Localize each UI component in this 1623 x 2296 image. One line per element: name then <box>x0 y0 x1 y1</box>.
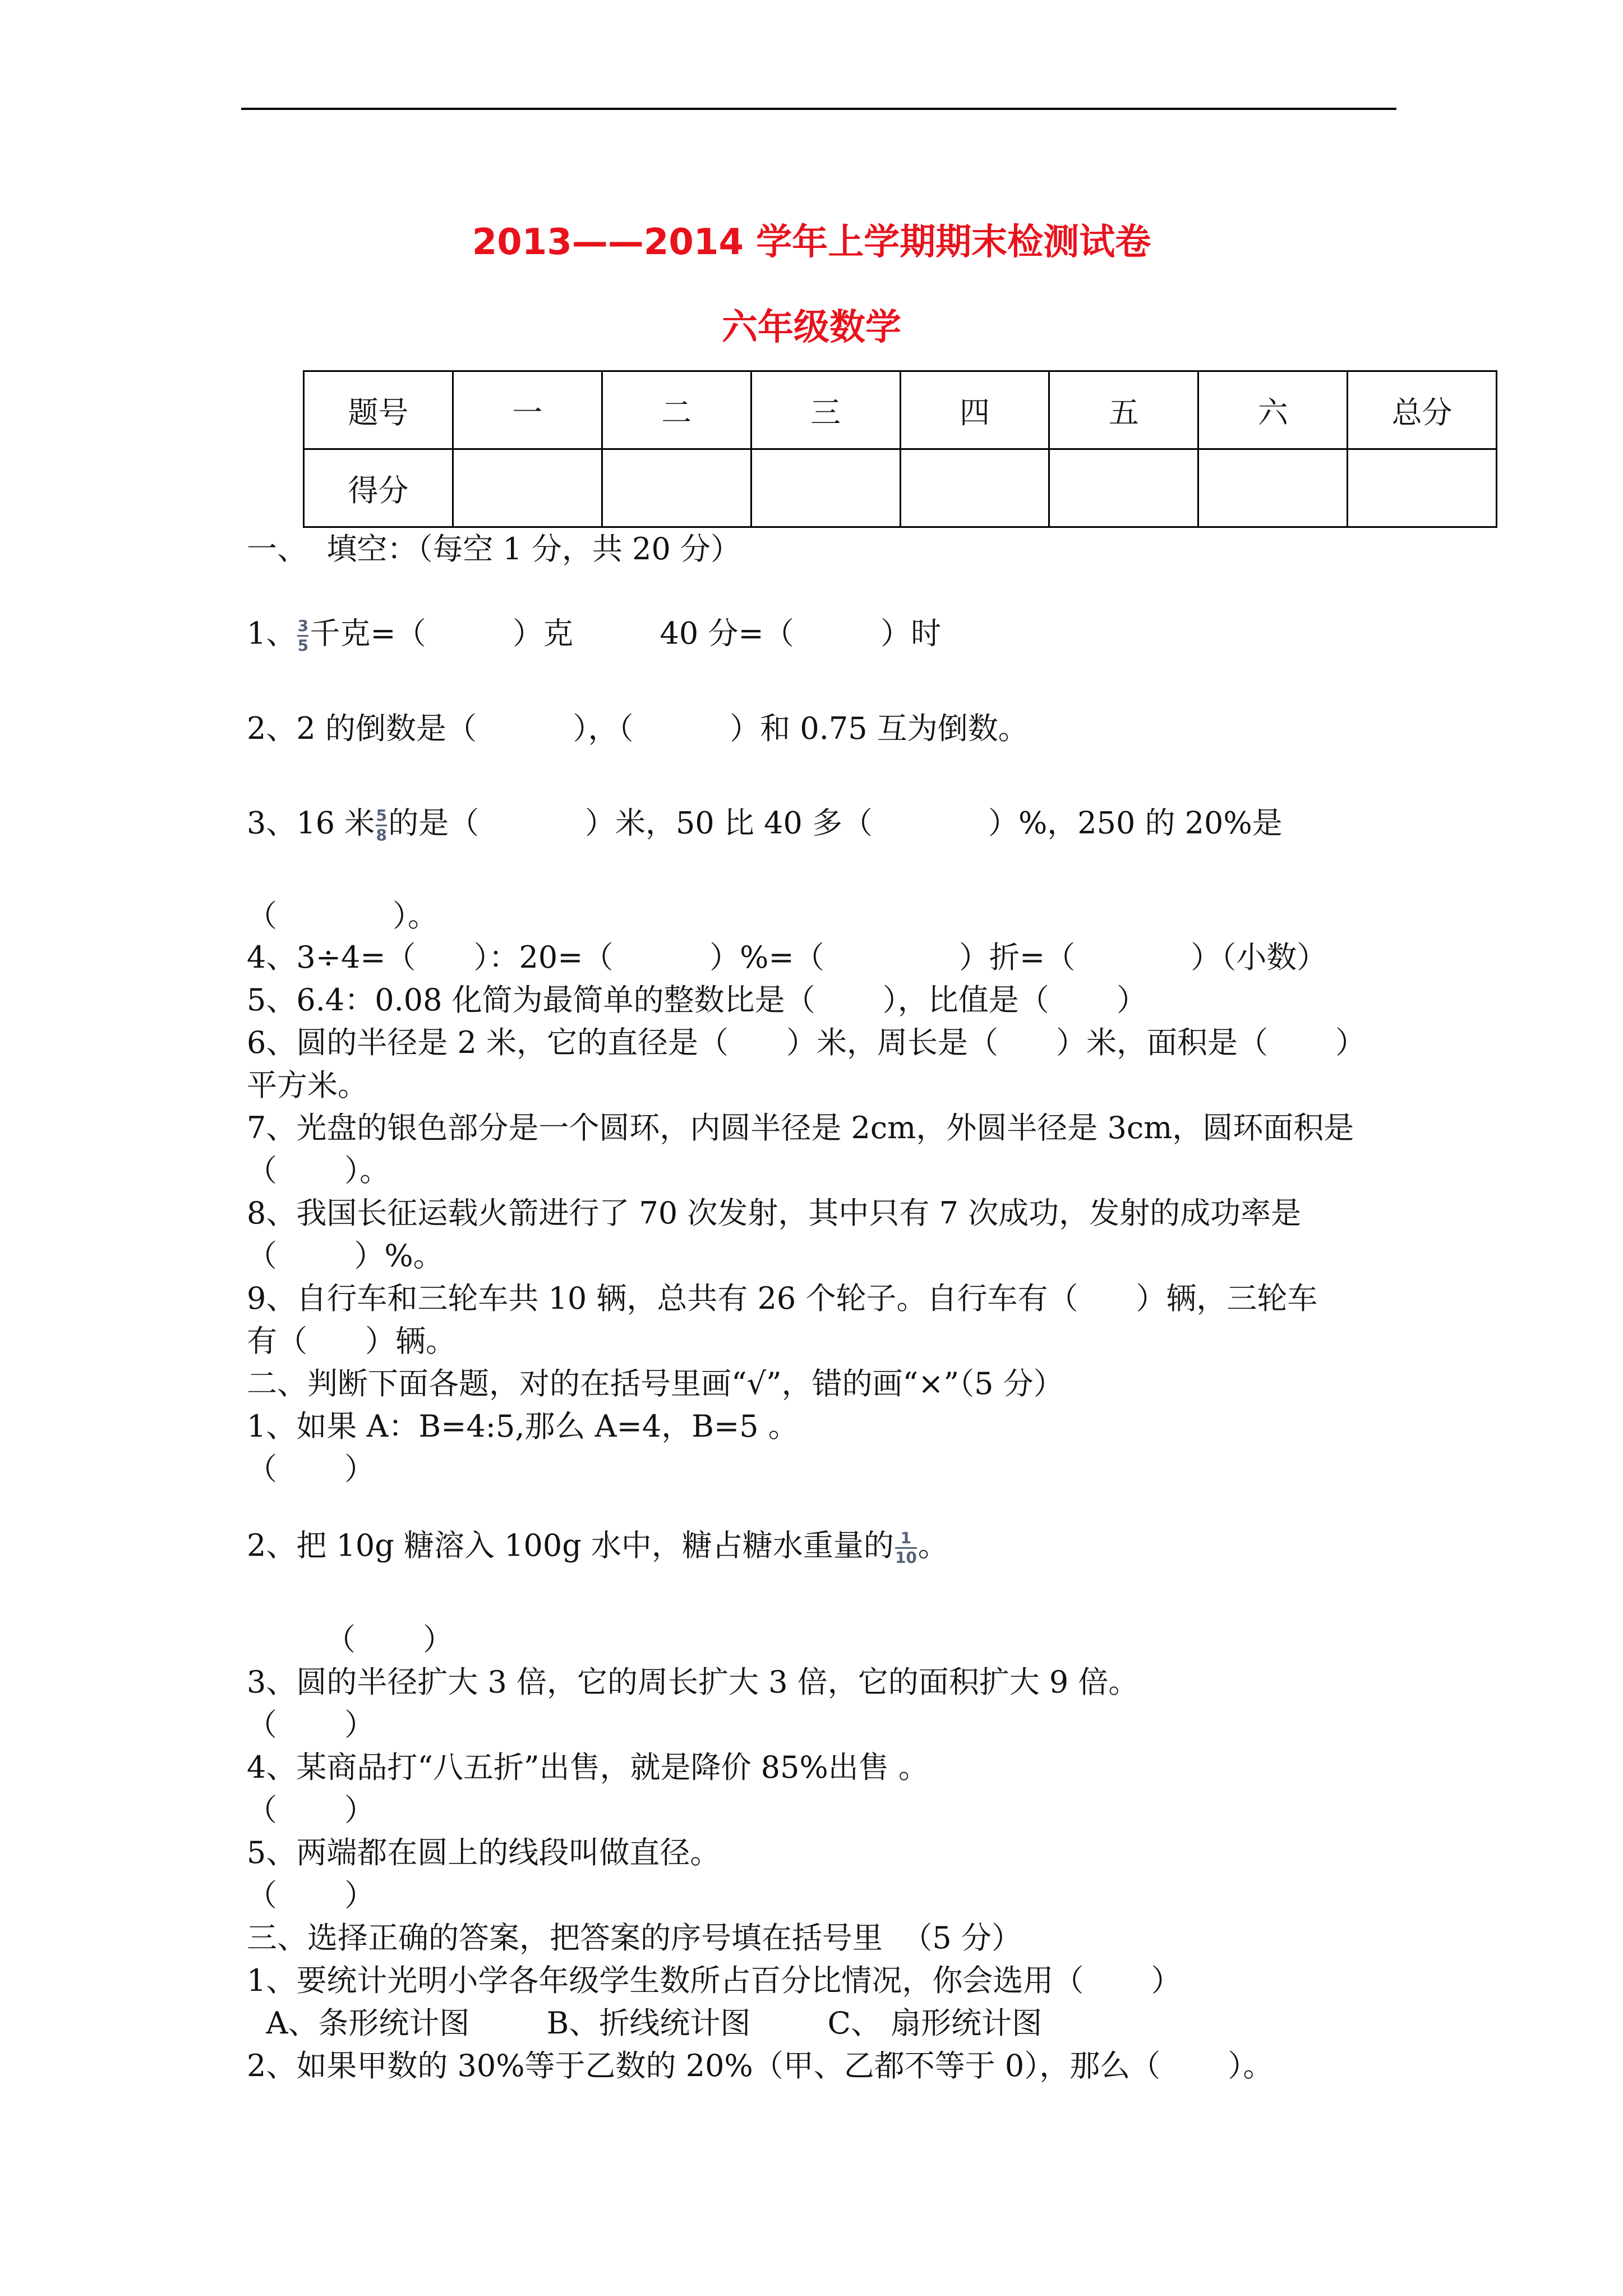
top-rule <box>241 108 1396 110</box>
score-cell-blank[interactable] <box>1348 449 1497 527</box>
score-cell-header: 四 <box>900 371 1049 449</box>
score-table-score-row <box>304 449 1497 527</box>
exam-subtitle: 六年级数学 <box>722 307 901 348</box>
question-text: 。 <box>917 1527 948 1563</box>
judge-1-answer: （ ） <box>247 1451 375 1487</box>
score-cell-header: 三 <box>751 371 900 449</box>
section-2-heading: 二、判断下面各题，对的在括号里画“√”，错的画“×”（5 分） <box>247 1366 1064 1401</box>
score-table-header-row <box>304 371 1497 449</box>
fraction-denominator: 5 <box>297 636 309 655</box>
question-text: 千克=（ ）克 40 分=（ ）时 <box>310 615 942 651</box>
judge-4-answer: （ ） <box>247 1792 375 1828</box>
question-6: 6、圆的半径是 2 米，它的直径是（ ）米，周长是（ ）米，面积是（ ） <box>247 1025 1366 1060</box>
fraction-3-5 <box>297 618 308 654</box>
section-1-heading: 一、 填空：（每空 1 分，共 20 分） <box>247 531 741 567</box>
score-table <box>303 370 1497 528</box>
fraction-numerator: 3 <box>297 616 309 635</box>
judge-3: 3、圆的半径扩大 3 倍，它的周长扩大 3 倍，它的面积扩大 9 倍。 <box>247 1664 1139 1700</box>
judge-1: 1、如果 A：B=4:5,那么 A=4，B=5 。 <box>247 1409 799 1444</box>
judge-2-answer: （ ） <box>325 1622 454 1657</box>
question-6-continued: 平方米。 <box>247 1068 368 1103</box>
score-cell-blank[interactable] <box>900 449 1049 527</box>
score-cell-header: 二 <box>602 371 751 449</box>
score-cell-header: 题号 <box>304 371 453 449</box>
fraction-5-8 <box>376 808 387 843</box>
question-9-continued: 有（ ）辆。 <box>247 1323 456 1359</box>
question-4: 4、3÷4=（ ）：20=（ ）%=（ ）折=（ ）（小数） <box>247 940 1327 975</box>
question-7-continued: （ ）。 <box>247 1153 390 1188</box>
question-8-continued: （ ）%。 <box>247 1238 444 1273</box>
question-7: 7、光盘的银色部分是一个圆环，内圆半径是 2cm，外圆半径是 3cm，圆环面积是 <box>247 1110 1354 1145</box>
judge-2 <box>247 1527 948 1567</box>
question-3 <box>247 805 1283 844</box>
fraction-numerator: 1 <box>900 1529 912 1547</box>
judge-5: 5、两端都在圆上的线段叫做直径。 <box>247 1835 721 1870</box>
fraction-1-10 <box>895 1530 917 1566</box>
question-1 <box>247 615 942 655</box>
question-3-continued: （ ）。 <box>247 898 438 933</box>
score-cell-header: 五 <box>1049 371 1198 449</box>
score-cell-header: 一 <box>453 371 602 449</box>
question-text: 2、把 10g 糖溶入 100g 水中，糖占糖水重量的 <box>247 1527 894 1563</box>
choice-2: 2、如果甲数的 30%等于乙数的 20%（甲、乙都不等于 0），那么（ ）。 <box>247 2048 1274 2083</box>
choice-1-options: A、条形统计图 B、折线统计图 C、 扇形统计图 <box>247 2005 1043 2041</box>
question-text: 3、16 米 <box>247 805 375 841</box>
question-8: 8、我国长征运载火箭进行了 70 次发射，其中只有 7 次成功，发射的成功率是 <box>247 1195 1302 1231</box>
question-number: 1、 <box>247 615 297 651</box>
score-cell-header: 六 <box>1198 371 1348 449</box>
score-cell-blank[interactable] <box>1049 449 1198 527</box>
question-text: 的是（ ）米，50 比 40 多（ ）%，250 的 20%是 <box>388 805 1283 841</box>
judge-5-answer: （ ） <box>247 1878 375 1913</box>
score-cell-blank[interactable] <box>602 449 751 527</box>
question-9: 9、自行车和三轮车共 10 辆，总共有 26 个轮子。自行车有（ ）辆，三轮车 <box>247 1281 1318 1316</box>
score-cell-label: 得分 <box>304 449 453 527</box>
score-cell-header: 总分 <box>1348 371 1497 449</box>
question-5: 5、6.4：0.08 化简为最简单的整数比是（ ），比值是（ ） <box>247 982 1147 1018</box>
score-cell-blank[interactable] <box>1198 449 1348 527</box>
fraction-numerator: 5 <box>376 806 387 825</box>
score-cell-blank[interactable] <box>453 449 602 527</box>
question-2: 2、2 的倒数是（ ），（ ）和 0.75 互为倒数。 <box>247 711 1029 746</box>
fraction-denominator: 10 <box>895 1548 917 1567</box>
judge-3-answer: （ ） <box>247 1707 375 1742</box>
score-cell-blank[interactable] <box>751 449 900 527</box>
choice-1: 1、要统计光明小学各年级学生数所占百分比情况，你会选用（ ） <box>247 1963 1182 1998</box>
judge-4: 4、某商品打“八五折”出售，就是降价 85%出售 。 <box>247 1750 929 1785</box>
section-3-heading: 三、选择正确的答案，把答案的序号填在括号里 （5 分） <box>247 1920 1022 1955</box>
fraction-denominator: 8 <box>376 826 387 844</box>
exam-title: 2013——2014 学年上学期期末检测试卷 <box>472 222 1151 263</box>
